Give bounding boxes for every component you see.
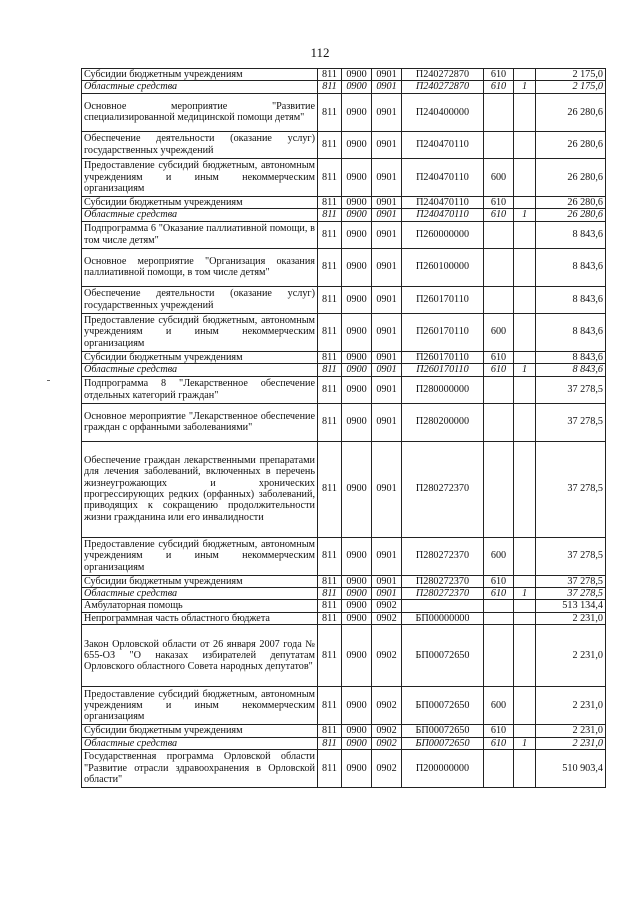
ministry-code: 811 xyxy=(318,537,342,575)
ministry-code: 811 xyxy=(318,93,342,131)
table-row xyxy=(82,625,606,687)
table-row xyxy=(82,69,606,81)
ministry-code: 811 xyxy=(318,196,342,208)
amount: 2 175,0 xyxy=(536,81,606,93)
expense-type xyxy=(484,612,514,624)
amount: 2 231,0 xyxy=(536,737,606,749)
amount: 2 231,0 xyxy=(536,725,606,737)
subsection-code: 0901 xyxy=(372,313,402,351)
expense-type xyxy=(484,376,514,403)
table-row xyxy=(82,687,606,725)
ministry-code: 811 xyxy=(318,376,342,403)
expense-type: 610 xyxy=(484,351,514,363)
subsection-code: 0902 xyxy=(372,725,402,737)
subsection-code: 0902 xyxy=(372,750,402,788)
funding-source xyxy=(514,537,536,575)
section-code: 0900 xyxy=(342,575,372,587)
section-code: 0900 xyxy=(342,441,372,537)
amount: 8 843,6 xyxy=(536,248,606,286)
section-code: 0900 xyxy=(342,625,372,687)
table-row xyxy=(82,81,606,93)
funding-source xyxy=(514,69,536,81)
funding-source xyxy=(514,600,536,612)
table-row xyxy=(82,313,606,351)
amount: 510 903,4 xyxy=(536,750,606,788)
expense-type: 610 xyxy=(484,587,514,599)
expense-type: 600 xyxy=(484,687,514,725)
table-row xyxy=(82,441,606,537)
section-code: 0900 xyxy=(342,196,372,208)
section-code: 0900 xyxy=(342,537,372,575)
expense-type xyxy=(484,625,514,687)
expense-type xyxy=(484,600,514,612)
ministry-code: 811 xyxy=(318,248,342,286)
ministry-code: 811 xyxy=(318,313,342,351)
expense-type xyxy=(484,221,514,248)
target-article: П240470110 xyxy=(402,158,484,196)
section-code: 0900 xyxy=(342,221,372,248)
ministry-code: 811 xyxy=(318,351,342,363)
amount: 2 175,0 xyxy=(536,69,606,81)
funding-source xyxy=(514,376,536,403)
amount: 37 278,5 xyxy=(536,575,606,587)
amount: 513 134,4 xyxy=(536,600,606,612)
section-code: 0900 xyxy=(342,158,372,196)
row-name: Непрограммная часть областного бюджета xyxy=(82,612,318,624)
section-code: 0900 xyxy=(342,209,372,221)
expense-type: 610 xyxy=(484,575,514,587)
table-row xyxy=(82,587,606,599)
funding-source xyxy=(514,196,536,208)
section-code: 0900 xyxy=(342,351,372,363)
target-article: П260000000 xyxy=(402,221,484,248)
section-code: 0900 xyxy=(342,612,372,624)
section-code: 0900 xyxy=(342,81,372,93)
section-code: 0900 xyxy=(342,364,372,376)
table-row xyxy=(82,196,606,208)
section-code: 0900 xyxy=(342,600,372,612)
section-code: 0900 xyxy=(342,737,372,749)
budget-table xyxy=(81,68,606,788)
table-row xyxy=(82,403,606,441)
funding-source xyxy=(514,403,536,441)
section-code: 0900 xyxy=(342,376,372,403)
row-name: Областные средства xyxy=(82,209,318,221)
amount: 8 843,6 xyxy=(536,351,606,363)
table-row xyxy=(82,131,606,158)
section-code: 0900 xyxy=(342,587,372,599)
funding-source xyxy=(514,725,536,737)
funding-source xyxy=(514,286,536,313)
row-name: Областные средства xyxy=(82,364,318,376)
ministry-code: 811 xyxy=(318,737,342,749)
row-name: Обеспечение деятельности (оказание услуг) государственных учреждений xyxy=(82,286,318,313)
expense-type: 610 xyxy=(484,737,514,749)
target-article: П280272370 xyxy=(402,587,484,599)
section-code: 0900 xyxy=(342,687,372,725)
subsection-code: 0901 xyxy=(372,248,402,286)
target-article: БП00072650 xyxy=(402,625,484,687)
ministry-code: 811 xyxy=(318,221,342,248)
row-name: Предоставление субсидий бюджетным, автономным учреждениям и иным некоммерческим организациям xyxy=(82,158,318,196)
ministry-code: 811 xyxy=(318,364,342,376)
target-article: П240272870 xyxy=(402,69,484,81)
amount: 37 278,5 xyxy=(536,587,606,599)
section-code: 0900 xyxy=(342,725,372,737)
margin-mark xyxy=(47,380,50,381)
subsection-code: 0901 xyxy=(372,351,402,363)
ministry-code: 811 xyxy=(318,403,342,441)
funding-source xyxy=(514,131,536,158)
subsection-code: 0901 xyxy=(372,131,402,158)
amount: 26 280,6 xyxy=(536,93,606,131)
table-row xyxy=(82,750,606,788)
table-row xyxy=(82,737,606,749)
target-article: П240470110 xyxy=(402,209,484,221)
expense-type: 610 xyxy=(484,69,514,81)
ministry-code: 811 xyxy=(318,209,342,221)
funding-source: 1 xyxy=(514,81,536,93)
row-name: Основное мероприятие "Лекарственное обеспечение граждан с орфанными заболеваниями" xyxy=(82,403,318,441)
funding-source xyxy=(514,575,536,587)
ministry-code: 811 xyxy=(318,131,342,158)
target-article: П260170110 xyxy=(402,313,484,351)
row-name: Основное мероприятие "Организация оказания паллиативной помощи, в том числе детям" xyxy=(82,248,318,286)
table-row xyxy=(82,364,606,376)
funding-source xyxy=(514,687,536,725)
expense-type xyxy=(484,286,514,313)
expense-type xyxy=(484,750,514,788)
row-name: Субсидии бюджетным учреждениям xyxy=(82,69,318,81)
subsection-code: 0901 xyxy=(372,575,402,587)
table-row xyxy=(82,286,606,313)
target-article: П260170110 xyxy=(402,364,484,376)
funding-source xyxy=(514,93,536,131)
amount: 37 278,5 xyxy=(536,537,606,575)
subsection-code: 0902 xyxy=(372,612,402,624)
subsection-code: 0902 xyxy=(372,737,402,749)
funding-source xyxy=(514,612,536,624)
ministry-code: 811 xyxy=(318,687,342,725)
table-row xyxy=(82,351,606,363)
subsection-code: 0901 xyxy=(372,587,402,599)
ministry-code: 811 xyxy=(318,612,342,624)
row-name: Субсидии бюджетным учреждениям xyxy=(82,196,318,208)
expense-type: 600 xyxy=(484,158,514,196)
target-article: П240272870 xyxy=(402,81,484,93)
table-row xyxy=(82,376,606,403)
amount: 8 843,6 xyxy=(536,221,606,248)
funding-source xyxy=(514,221,536,248)
ministry-code: 811 xyxy=(318,600,342,612)
ministry-code: 811 xyxy=(318,625,342,687)
subsection-code: 0901 xyxy=(372,81,402,93)
expense-type xyxy=(484,248,514,286)
target-article: П280272370 xyxy=(402,537,484,575)
funding-source xyxy=(514,625,536,687)
ministry-code: 811 xyxy=(318,750,342,788)
funding-source xyxy=(514,248,536,286)
subsection-code: 0901 xyxy=(372,376,402,403)
target-article: П240470110 xyxy=(402,131,484,158)
expense-type: 610 xyxy=(484,364,514,376)
ministry-code: 811 xyxy=(318,158,342,196)
page-number: 112 xyxy=(310,45,330,60)
target-article: П240470110 xyxy=(402,196,484,208)
amount: 26 280,6 xyxy=(536,131,606,158)
subsection-code: 0901 xyxy=(372,69,402,81)
row-name: Областные средства xyxy=(82,587,318,599)
funding-source: 1 xyxy=(514,587,536,599)
target-article: БП00000000 xyxy=(402,612,484,624)
ministry-code: 811 xyxy=(318,286,342,313)
row-name: Подпрограмма 6 "Оказание паллиативной помощи, в том числе детям" xyxy=(82,221,318,248)
target-article xyxy=(402,600,484,612)
row-name: Предоставление субсидий бюджетным, автономным учреждениям и иным некоммерческим организациям xyxy=(82,537,318,575)
row-name: Обеспечение граждан лекарственными препаратами для лечения заболеваний, включенных в перечень жизнеугрожающих и хронических прогрессирующих редких (орфанных) заболеваний, приводящих к сокращению продолжительности жизни гражданина или его инвалидности xyxy=(82,441,318,537)
table-row xyxy=(82,248,606,286)
target-article: П260170110 xyxy=(402,286,484,313)
subsection-code: 0901 xyxy=(372,441,402,537)
funding-source xyxy=(514,158,536,196)
expense-type xyxy=(484,131,514,158)
row-name: Субсидии бюджетным учреждениям xyxy=(82,575,318,587)
section-code: 0900 xyxy=(342,286,372,313)
target-article: БП00072650 xyxy=(402,737,484,749)
subsection-code: 0901 xyxy=(372,537,402,575)
section-code: 0900 xyxy=(342,403,372,441)
subsection-code: 0901 xyxy=(372,158,402,196)
row-name: Областные средства xyxy=(82,81,318,93)
funding-source xyxy=(514,441,536,537)
target-article: П280000000 xyxy=(402,376,484,403)
expense-type xyxy=(484,441,514,537)
amount: 2 231,0 xyxy=(536,687,606,725)
target-article: П260170110 xyxy=(402,351,484,363)
target-article: П240400000 xyxy=(402,93,484,131)
row-name: Обеспечение деятельности (оказание услуг) государственных учреждений xyxy=(82,131,318,158)
subsection-code: 0901 xyxy=(372,286,402,313)
expense-type: 600 xyxy=(484,313,514,351)
row-name: Подпрограмма 8 "Лекарственное обеспечение отдельных категорий граждан" xyxy=(82,376,318,403)
ministry-code: 811 xyxy=(318,575,342,587)
subsection-code: 0901 xyxy=(372,364,402,376)
funding-source xyxy=(514,313,536,351)
expense-type: 610 xyxy=(484,725,514,737)
amount: 37 278,5 xyxy=(536,441,606,537)
row-name: Закон Орловской области от 26 января 2007 года № 655-ОЗ "О наказах избирателей депутатам Орловского областного Совета народных депутатов" xyxy=(82,625,318,687)
funding-source xyxy=(514,351,536,363)
ministry-code: 811 xyxy=(318,81,342,93)
ministry-code: 811 xyxy=(318,725,342,737)
section-code: 0900 xyxy=(342,69,372,81)
row-name: Областные средства xyxy=(82,737,318,749)
subsection-code: 0902 xyxy=(372,600,402,612)
ministry-code: 811 xyxy=(318,587,342,599)
amount: 26 280,6 xyxy=(536,209,606,221)
expense-type xyxy=(484,93,514,131)
ministry-code: 811 xyxy=(318,69,342,81)
amount: 8 843,6 xyxy=(536,286,606,313)
subsection-code: 0902 xyxy=(372,625,402,687)
subsection-code: 0901 xyxy=(372,403,402,441)
row-name: Предоставление субсидий бюджетным, автономным учреждениям и иным некоммерческим организациям xyxy=(82,687,318,725)
amount: 26 280,6 xyxy=(536,196,606,208)
expense-type: 600 xyxy=(484,537,514,575)
amount: 37 278,5 xyxy=(536,376,606,403)
subsection-code: 0901 xyxy=(372,209,402,221)
amount: 26 280,6 xyxy=(536,158,606,196)
subsection-code: 0901 xyxy=(372,221,402,248)
section-code: 0900 xyxy=(342,93,372,131)
table-row xyxy=(82,537,606,575)
row-name: Субсидии бюджетным учреждениям xyxy=(82,725,318,737)
funding-source: 1 xyxy=(514,364,536,376)
funding-source xyxy=(514,750,536,788)
table-row xyxy=(82,612,606,624)
target-article: П200000000 xyxy=(402,750,484,788)
target-article: П280272370 xyxy=(402,441,484,537)
amount: 37 278,5 xyxy=(536,403,606,441)
target-article: БП00072650 xyxy=(402,725,484,737)
subsection-code: 0901 xyxy=(372,93,402,131)
table-row xyxy=(82,209,606,221)
funding-source: 1 xyxy=(514,209,536,221)
row-name: Субсидии бюджетным учреждениям xyxy=(82,351,318,363)
target-article: П280272370 xyxy=(402,575,484,587)
table-row xyxy=(82,158,606,196)
expense-type: 610 xyxy=(484,81,514,93)
target-article: П260100000 xyxy=(402,248,484,286)
section-code: 0900 xyxy=(342,750,372,788)
funding-source: 1 xyxy=(514,737,536,749)
table-row xyxy=(82,93,606,131)
amount: 2 231,0 xyxy=(536,625,606,687)
section-code: 0900 xyxy=(342,313,372,351)
row-name: Государственная программа Орловской области "Развитие отрасли здравоохранения в Орловской области" xyxy=(82,750,318,788)
ministry-code: 811 xyxy=(318,441,342,537)
expense-type xyxy=(484,403,514,441)
table-row xyxy=(82,221,606,248)
amount: 8 843,6 xyxy=(536,364,606,376)
target-article: П280200000 xyxy=(402,403,484,441)
section-code: 0900 xyxy=(342,131,372,158)
row-name: Основное мероприятие "Развитие специализированной медицинской помощи детям" xyxy=(82,93,318,131)
amount: 2 231,0 xyxy=(536,612,606,624)
table-row xyxy=(82,600,606,612)
row-name: Предоставление субсидий бюджетным, автономным учреждениям и иным некоммерческим организациям xyxy=(82,313,318,351)
section-code: 0900 xyxy=(342,248,372,286)
target-article: БП00072650 xyxy=(402,687,484,725)
expense-type: 610 xyxy=(484,209,514,221)
expense-type: 610 xyxy=(484,196,514,208)
amount: 8 843,6 xyxy=(536,313,606,351)
table-row xyxy=(82,725,606,737)
subsection-code: 0901 xyxy=(372,196,402,208)
subsection-code: 0902 xyxy=(372,687,402,725)
row-name: Амбулаторная помощь xyxy=(82,600,318,612)
table-row xyxy=(82,575,606,587)
